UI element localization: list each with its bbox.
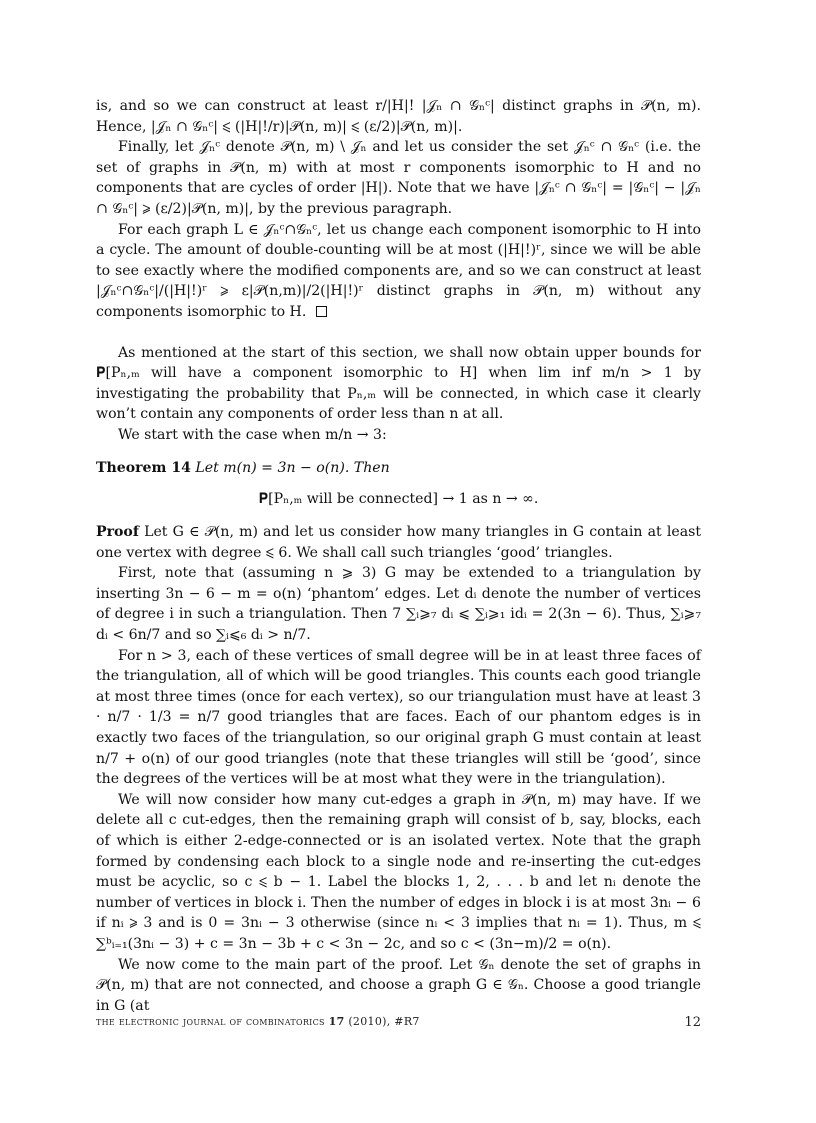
paragraph-8: We will now consider how many cut-edges a graph in 𝒫(n, m) may have. If we delete all c cut-edges, then the remaining graph will consist of b, say, blocks, each of which is either 2-edge-connected or is an isolated vertex. Note that the graph formed by condensing each block to a single node and re-inserting the cut-edges must be acyclic, so c ⩽ b − 1. Label the blocks 1, 2, . . . b and let nᵢ denote the number of vertices in block i. Then the number of edges in block i is at most 3nᵢ − 6 if nᵢ ⩾ 3 and is 0 = 3nᵢ − 3 otherwise (since nᵢ < 3 implies that nᵢ = 1). Thus, m ⩽ ∑ᵇᵢ₌₁(3nᵢ − 3) + c = 3n − 3b + c < 3n − 2c, and so c < (3n−m)/2 = o(n). [96, 791, 701, 952]
journal-name: the electronic journal of combinatorics [96, 1015, 325, 1028]
qed-icon [316, 306, 327, 317]
journal-year-id: (2010), #R7 [348, 1015, 420, 1028]
paragraph-3 [96, 220, 701, 323]
paragraph-5: We start with the case when m/n → 3: [118, 426, 387, 443]
proof-label: Proof [96, 524, 139, 541]
theorem-display-equation: 𝐏[Pₙ,ₘ will be connected] → 1 as n → ∞. [258, 491, 539, 508]
journal-citation [96, 1015, 420, 1028]
theorem-label: Theorem 14 [96, 459, 191, 476]
proof-paragraph [96, 522, 701, 563]
paper-body [96, 96, 701, 1016]
theorem-text: Let m(n) = 3n − o(n). Then [195, 459, 390, 476]
paragraph-4: As mentioned at the start of this section, we shall now obtain upper bounds for 𝐏[Pₙ,ₘ will have a component isomorphic to H] when lim inf m/n > 1 by investigating the probability that Pₙ,ₘ will be connected, in which case it clearly won’t contain any components of order less than n at all. [96, 344, 701, 423]
theorem-14 [96, 458, 701, 479]
paragraph-1: is, and so we can construct at least r/|H|! |𝒥ₙ ∩ 𝒢ₙᶜ| distinct graphs in 𝒫(n, m). Hence, |𝒥ₙ ∩ 𝒢ₙᶜ| ⩽ (|H|!/r)|𝒫(n, m)| ⩽ (ε/2)|𝒫(n, m)|. [96, 98, 701, 135]
paragraph-6: First, note that (assuming n ⩾ 3) G may be extended to a triangulation by inserting 3n − 6 − m = o(n) ‘phantom’ edges. Let dᵢ denote the number of vertices of degree i in such a triangulation. Then 7 ∑ᵢ⩾₇ dᵢ ⩽ ∑ᵢ⩾₁ idᵢ = 2(3n − 6). Thus, ∑ᵢ⩾₇ dᵢ < 6n/7 and so ∑ᵢ⩽₆ dᵢ > n/7. [96, 565, 701, 644]
paragraph-9: We now come to the main part of the proof. Let 𝒢ₙ denote the set of graphs in 𝒫(n, m) that are not connected, and choose a graph G ∈ 𝒢ₙ. Choose a good triangle in G (at [96, 956, 701, 1014]
section-gap [96, 323, 701, 343]
paragraph-7: For n > 3, each of these vertices of small degree will be in at least three faces of the triangulation, all of which will be good triangles. This counts each good triangle at most three times (once for each vertex), so our triangulation must have at least 3 · n/7 · 1/3 = n/7 good triangles that are faces. Each of our phantom edges is in exactly two faces of the triangulation, so our original graph G must contain at least n/7 + o(n) of our good triangles (note that these triangles will still be ‘good’, since the degrees of the vertices will be at most what they were in the triangulation). [96, 647, 701, 788]
journal-volume: 17 [328, 1015, 345, 1028]
paragraph-3-text: For each graph L ∈ 𝒥ₙᶜ∩𝒢ₙᶜ, let us change each component isomorphic to H into a cycle. The amount of double-counting will be at most (|H|!)ʳ, since we will be able to see exactly where the modified components are, and so we can construct at least |𝒥ₙᶜ∩𝒢ₙᶜ|/(|H|!)ʳ ⩾ ε|𝒫(n,m)|/2(|H|!)ʳ distinct graphs in 𝒫(n, m) without any components isomorphic to H. [96, 221, 701, 320]
paragraph-2: Finally, let 𝒥ₙᶜ denote 𝒫(n, m) \ 𝒥ₙ and let us consider the set 𝒥ₙᶜ ∩ 𝒢ₙᶜ (i.e. the set of graphs in 𝒫(n, m) with at most r components isomorphic to H and no components that are cycles of order |H|). Note that we have |𝒥ₙᶜ ∩ 𝒢ₙᶜ| = |𝒢ₙᶜ| − |𝒥ₙ ∩ 𝒢ₙᶜ| ⩾ (ε/2)|𝒫(n, m)|, by the previous paragraph. [96, 139, 701, 217]
page-number: 12 [684, 1015, 701, 1030]
proof-text: Let G ∈ 𝒫(n, m) and let us consider how many triangles in G contain at least one vertex with degree ⩽ 6. We shall call such triangles ‘good’ triangles. [96, 524, 701, 561]
